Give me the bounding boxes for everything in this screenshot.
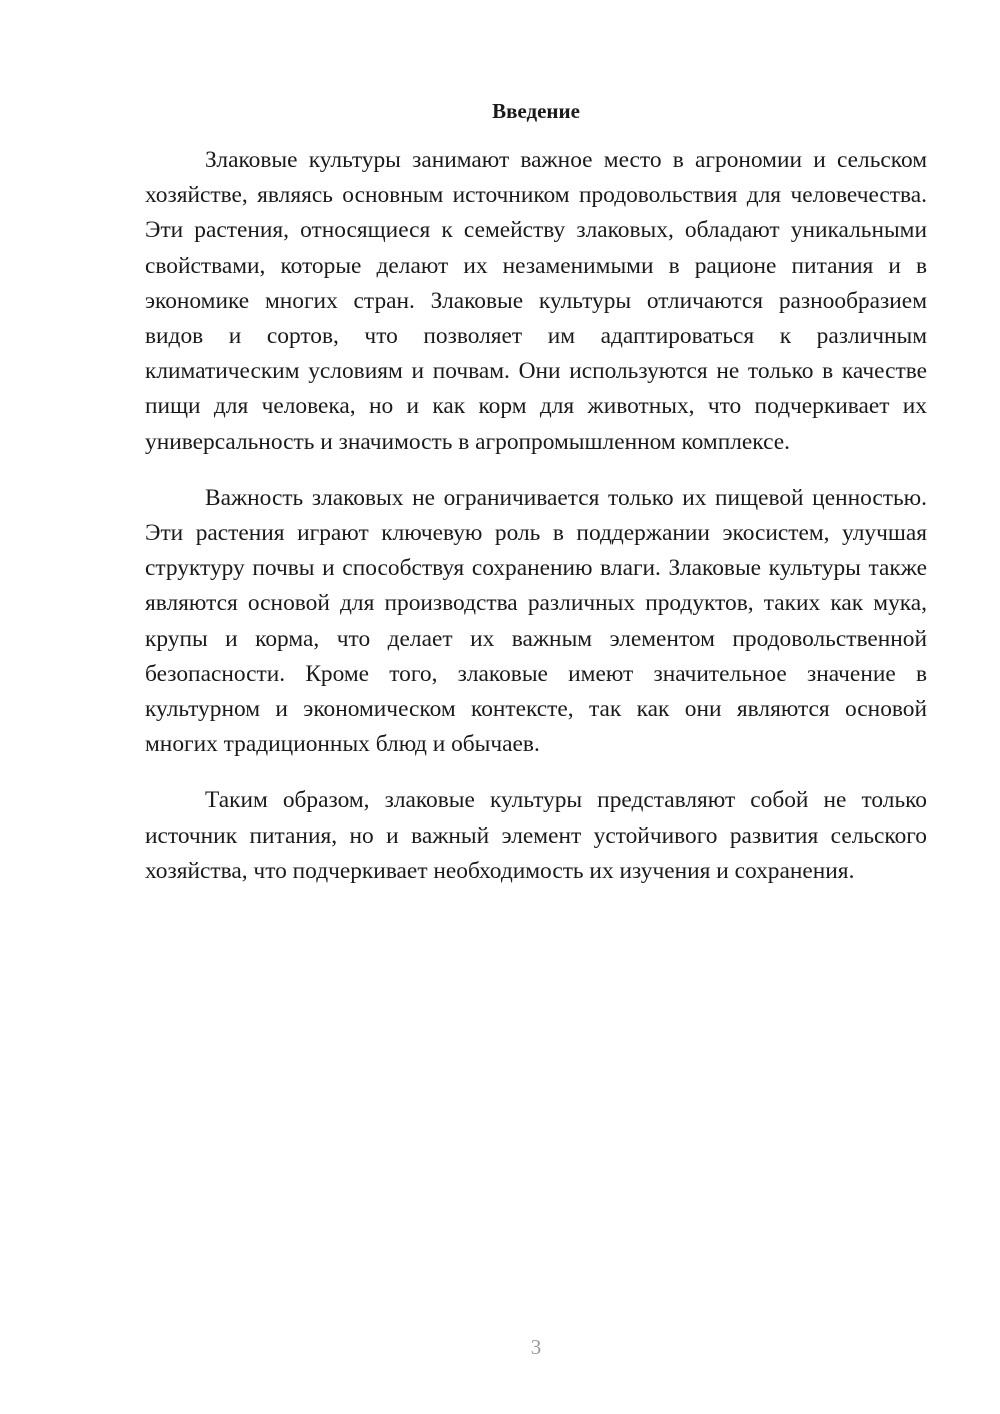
paragraph-3: Таким образом, злаковые культуры представляют собой не только источник питания, но и важный элемент устойчивого развития сельского хозяйства, что подчеркивает необходимость их изучения и сохранения. (145, 787, 927, 884)
page-number: 3 (530, 1335, 542, 1359)
paragraph-2: Важность злаковых не ограничивается только их пищевой ценностью. Эти растения играют ключевую роль в поддержании экосистем, улучшая структуру почвы и способствуя сохранению влаги. Злаковые культуры также являются основой для производства различных продуктов, таких как мука, крупы и корма, что делает их важным элементом продовольственной безопасности. Кроме того, злаковые имеют значительное значение в культурном и экономическом контексте, так как они являются основой многих традиционных блюд и обычаев. (145, 484, 927, 758)
paragraph-1: Злаковые культуры занимают важное место в агрономии и сельском хозяйстве, являясь основным источником продовольствия для человечества. Эти растения, относящиеся к семейству злаковых, обладают уникальными свойствами, которые делают их незаменимыми в рационе питания и в экономике многих стран. Злаковые культуры отличаются разнообразием видов и сортов, что позволяет им адаптироваться к различным климатическим условиям и почвам. Они используются не только в качестве пищи для человека, но и как корм для животных, что подчеркивает их универсальность и значимость в агропромышленном комплексе. (145, 147, 927, 455)
body-text (145, 143, 927, 910)
section-heading: Введение (492, 99, 580, 123)
